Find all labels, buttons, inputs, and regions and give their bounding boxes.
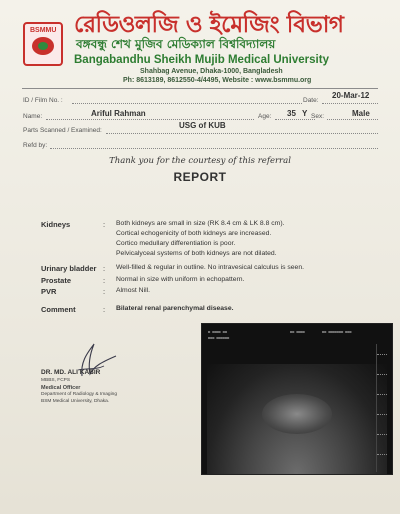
age-field-line (275, 119, 315, 120)
refd-field-line (50, 148, 378, 149)
date-field-line (322, 103, 378, 104)
ultrasound-depth-scale (376, 344, 389, 472)
name-field-line (46, 119, 254, 120)
bladder-label: Urinary bladder (41, 264, 97, 273)
id-label: ID / Film No. : (23, 97, 63, 104)
prostate-text: Normal in size with uniform in echopattern. (116, 276, 245, 283)
kidneys-line-3: Cortico medullary differentiation is poor. (116, 240, 236, 247)
header-divider (22, 88, 378, 89)
address: Shahbag Avenue, Dhaka-1000, Bangladesh (140, 68, 283, 75)
kidneys-line-2: Cortical echogenicity of both kidneys are increased. (116, 230, 272, 237)
date-value: 20-Mar-12 (332, 91, 370, 100)
pvr-text: Almost Nill. (116, 287, 150, 294)
refd-by-label: Refd by: (23, 142, 48, 149)
doctor-name: DR. MD. ALI KABIR (41, 369, 101, 376)
logo-leaf-icon (38, 42, 48, 50)
prostate-label: Prostate (41, 276, 72, 285)
bangla-university-name: বঙ্গবন্ধু শেখ মুজিব মেডিক্যাল বিশ্ববিদ্যালয় (76, 37, 276, 51)
comment-colon: : (103, 305, 106, 314)
id-field-line (72, 103, 302, 104)
doctor-department: Department of Radiology & Imaging (41, 392, 117, 397)
bladder-text: Well-filled & regular in outline. No intravesical calculus is seen. (116, 264, 305, 271)
report-title: REPORT (173, 170, 227, 184)
logo-text: BSMMU (30, 27, 57, 34)
comment-text: Bilateral renal parenchymal disease. (116, 305, 234, 312)
name-label: Name: (23, 113, 43, 120)
sex-label: Sex: (311, 113, 325, 120)
courtesy-line: Thank you for the courtesy of this referral (109, 156, 291, 166)
doctor-title: Medical Officer (41, 385, 81, 391)
age-unit: Y (302, 109, 308, 118)
pvr-colon: : (103, 287, 106, 296)
sex-value: Male (352, 109, 370, 118)
ultrasound-kidney-shadow (262, 394, 332, 434)
patient-name: Ariful Rahman (91, 109, 146, 118)
kidneys-label: Kidneys (41, 220, 71, 229)
age-label: Age: (258, 113, 272, 120)
kidneys-colon: : (103, 220, 106, 229)
prostate-colon: : (103, 276, 106, 285)
parts-scanned-value: USG of KUB (179, 121, 226, 130)
sex-field-line (327, 119, 378, 120)
phone-website: Ph: 8613189, 8612550-4/4495, Website : www.bsmmu.org (123, 77, 312, 84)
doctor-degrees: MBBS, FCPS (41, 378, 71, 383)
doctor-university: BSM Medical University, Dhaka. (41, 399, 110, 404)
date-label: Date: (303, 97, 319, 104)
parts-scanned-label: Parts Scanned / Examined: (23, 127, 102, 134)
bangla-department-title: রেডিওলজি ও ইমেজিং বিভাগ (74, 12, 344, 38)
age-value: 35 (287, 109, 296, 118)
parts-field-line (106, 133, 378, 134)
comment-label: Comment (41, 305, 76, 314)
university-logo (23, 22, 63, 66)
pvr-label: PVR (41, 287, 57, 296)
english-university-name: Bangabandhu Sheikh Mujib Medical University (74, 54, 329, 66)
kidneys-line-1: Both kidneys are small in size (RK 8.4 cm & LK 8.8 cm). (116, 220, 285, 227)
kidneys-line-4: Pelvicalyceal systems of both kidneys are not dilated. (116, 250, 277, 257)
bladder-colon: : (103, 264, 106, 273)
ultrasound-image: ▬ ▬▬▬▬ ▬▬ ▬▬▬ ▬▬▬▬▬▬ ▬▬ ▬▬▬▬ ▬▬ ▬▬▬▬▬▬▬ ▬▬▬ (201, 323, 393, 475)
